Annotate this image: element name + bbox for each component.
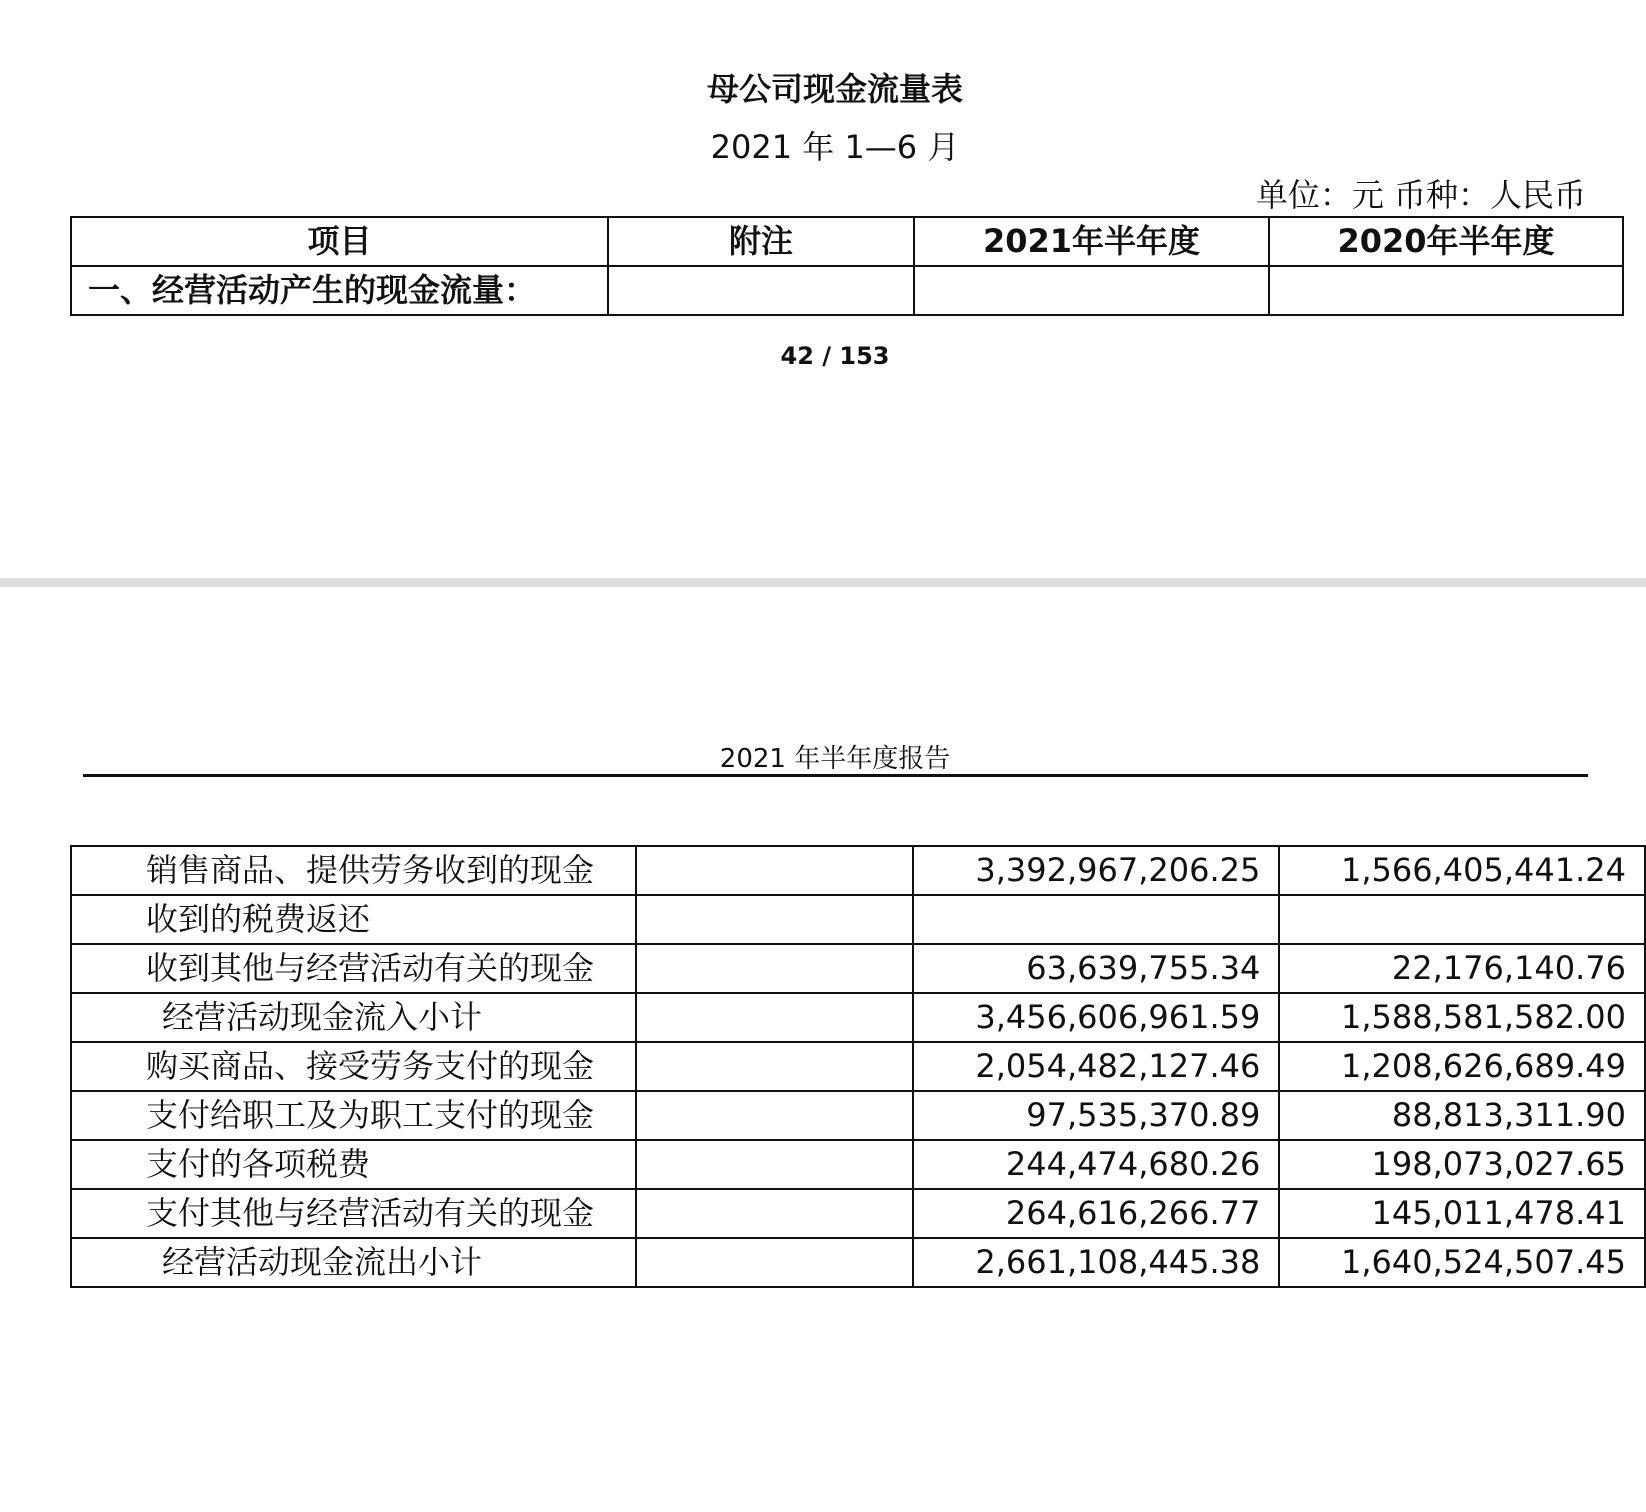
row-current <box>913 895 1280 944</box>
table-row <box>71 944 1645 993</box>
row-label: 经营活动现金流入小计 <box>71 993 636 1042</box>
row-previous: 22,176,140.76 <box>1279 944 1645 993</box>
report-period: 2021 年 1—6 月 <box>710 128 960 166</box>
table-row <box>71 1140 1645 1189</box>
page-number: 42 / 153 <box>780 342 890 370</box>
table-row <box>71 846 1645 895</box>
row-note <box>636 993 913 1042</box>
table-row-subtotal <box>71 993 1645 1042</box>
table-row-subtotal <box>71 1238 1645 1287</box>
row-label: 购买商品、接受劳务支付的现金 <box>71 1042 636 1091</box>
row-label: 收到其他与经营活动有关的现金 <box>71 944 636 993</box>
row-previous: 145,011,478.41 <box>1279 1189 1645 1238</box>
row-note <box>636 1189 913 1238</box>
row-previous: 1,566,405,441.24 <box>1279 846 1645 895</box>
running-header: 2021 年半年度报告 <box>719 744 951 774</box>
row-previous: 88,813,311.90 <box>1279 1091 1645 1140</box>
row-note <box>636 1091 913 1140</box>
row-previous: 1,588,581,582.00 <box>1279 993 1645 1042</box>
page-separator <box>0 578 1646 587</box>
row-current: 3,392,967,206.25 <box>913 846 1280 895</box>
row-previous: 198,073,027.65 <box>1279 1140 1645 1189</box>
table-header-row <box>71 217 1623 266</box>
column-header-note: 附注 <box>608 217 914 266</box>
row-note <box>636 1140 913 1189</box>
row-previous: 1,208,626,689.49 <box>1279 1042 1645 1091</box>
column-header-item: 项目 <box>71 217 608 266</box>
column-header-current: 2021年半年度 <box>914 217 1269 266</box>
section-heading: 一、经营活动产生的现金流量： <box>71 266 608 315</box>
table-row <box>71 1091 1645 1140</box>
table-row <box>71 895 1645 944</box>
row-label: 销售商品、提供劳务收到的现金 <box>71 846 636 895</box>
cash-flow-table-top <box>70 216 1624 316</box>
row-current: 2,661,108,445.38 <box>913 1238 1280 1287</box>
table-row <box>71 1042 1645 1091</box>
row-label: 支付给职工及为职工支付的现金 <box>71 1091 636 1140</box>
row-note <box>636 846 913 895</box>
page-title: 母公司现金流量表 <box>706 70 963 108</box>
row-note <box>636 895 913 944</box>
row-current: 3,456,606,961.59 <box>913 993 1280 1042</box>
row-current: 63,639,755.34 <box>913 944 1280 993</box>
unit-currency-line: 单位：元 币种：人民币 <box>1255 176 1586 214</box>
row-note <box>636 944 913 993</box>
column-header-previous: 2020年半年度 <box>1269 217 1623 266</box>
row-label: 支付的各项税费 <box>71 1140 636 1189</box>
row-current: 97,535,370.89 <box>913 1091 1280 1140</box>
row-label: 经营活动现金流出小计 <box>71 1238 636 1287</box>
row-current: 244,474,680.26 <box>913 1140 1280 1189</box>
row-label: 支付其他与经营活动有关的现金 <box>71 1189 636 1238</box>
row-current: 2,054,482,127.46 <box>913 1042 1280 1091</box>
header-rule <box>83 774 1588 777</box>
row-current: 264,616,266.77 <box>913 1189 1280 1238</box>
row-previous <box>1279 895 1645 944</box>
cash-flow-table <box>70 845 1646 1288</box>
row-label: 收到的税费返还 <box>71 895 636 944</box>
row-previous: 1,640,524,507.45 <box>1279 1238 1645 1287</box>
section-heading-row <box>71 266 1623 315</box>
table-row <box>71 1189 1645 1238</box>
row-note <box>636 1238 913 1287</box>
row-note <box>636 1042 913 1091</box>
